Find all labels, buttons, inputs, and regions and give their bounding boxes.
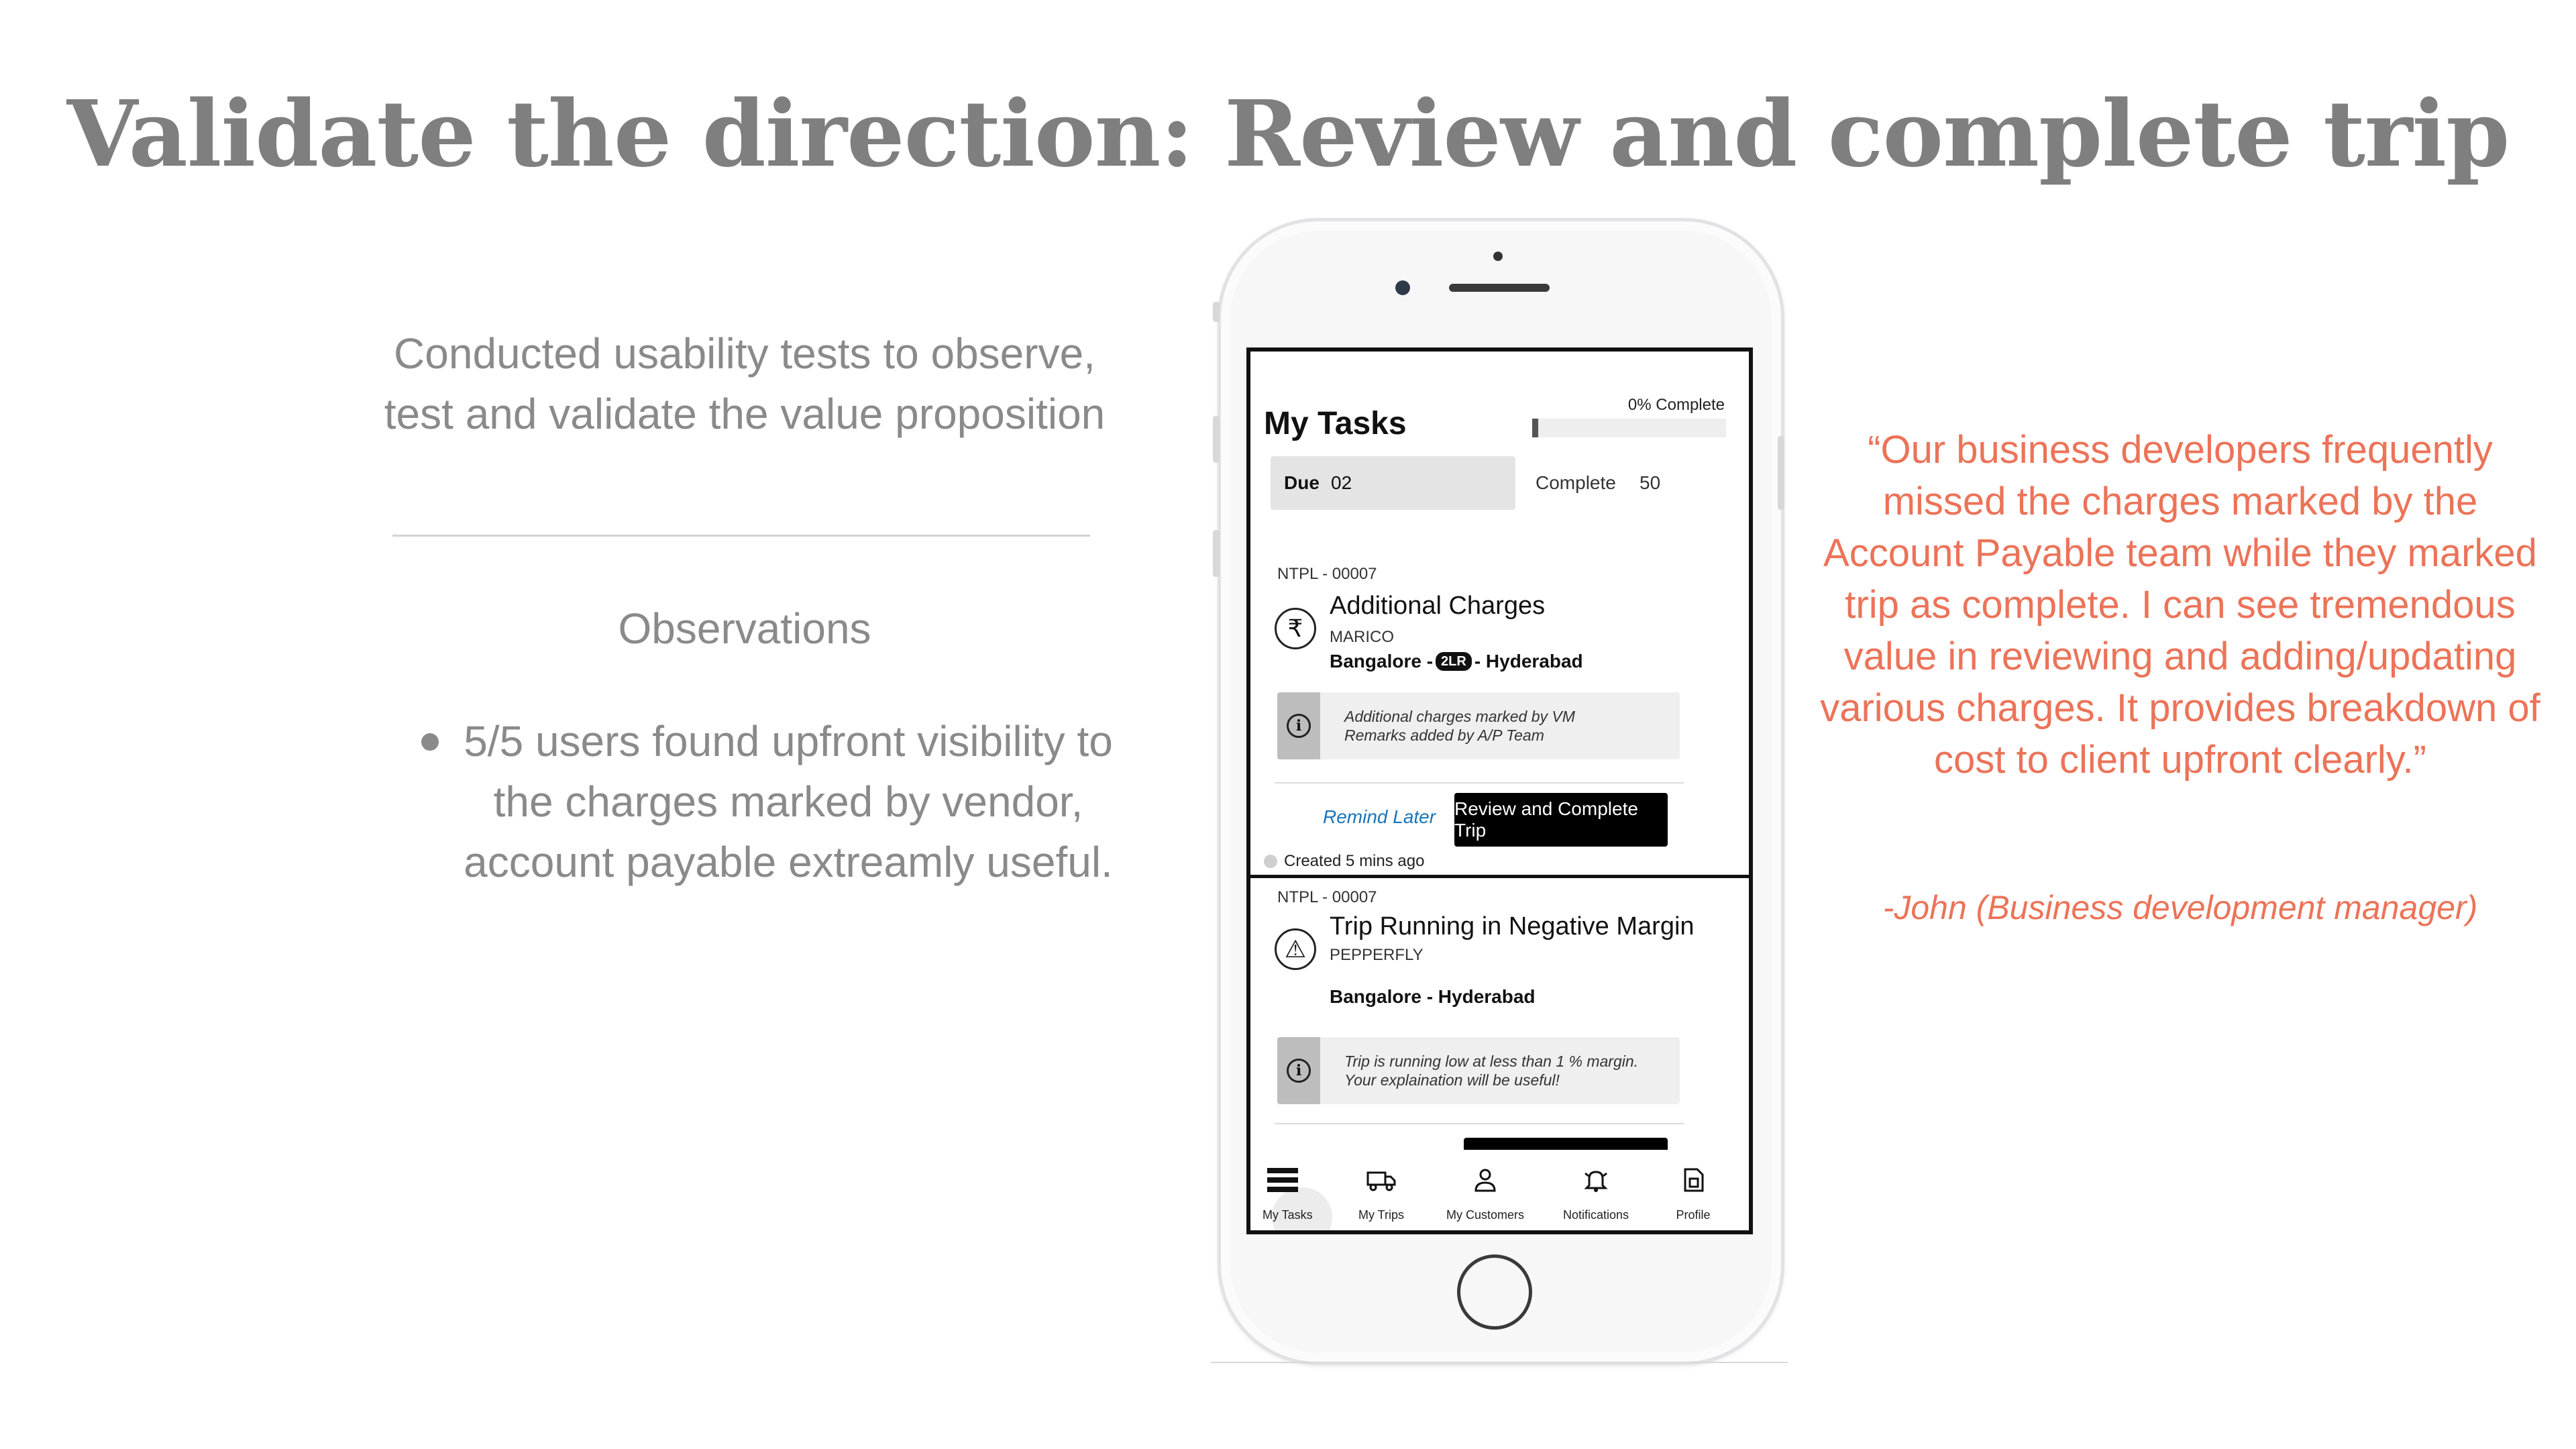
observation-bullet: 5/5 users found upfront visibility to the charges marked by vendor, account payable extreamly useful. [464, 717, 1113, 886]
nav-label: My Tasks [1263, 1208, 1313, 1222]
task-card-negative-margin[interactable] [1250, 879, 1749, 1161]
tasks-icon [1263, 1165, 1303, 1195]
info-note [1277, 1037, 1680, 1104]
tab-due-label: Due [1284, 472, 1320, 493]
card-route: Bangalore - Hyderabad [1330, 986, 1536, 1007]
phone-base-line [1211, 1362, 1788, 1363]
lr-badge: 2LR [1436, 652, 1472, 671]
observations-heading: Observations [618, 604, 871, 653]
card-id: NTPL - 00007 [1277, 565, 1377, 583]
card-divider [1250, 875, 1749, 878]
phone-speaker [1449, 284, 1550, 292]
bullet-dot [421, 733, 439, 751]
rupee-icon: ₹ [1275, 608, 1316, 649]
divider [392, 535, 1090, 537]
phone-volume-down [1213, 530, 1220, 577]
info-note-text: Trip is running low at less than 1 % margin. Your explaination will be useful! [1344, 1053, 1639, 1089]
route-to: - Hyderabad [1474, 651, 1583, 672]
progress-track [1532, 419, 1726, 437]
info-icon: i [1287, 714, 1311, 738]
status-dot [1264, 855, 1277, 868]
warning-icon: ⚠ [1275, 928, 1316, 970]
nav-notifications[interactable] [1559, 1165, 1633, 1222]
card-client: MARICO [1330, 628, 1394, 646]
tab-due-count: 02 [1331, 472, 1352, 493]
phone-volume-up [1213, 416, 1220, 463]
nav-my-tasks[interactable] [1263, 1165, 1313, 1222]
bottom-nav [1250, 1150, 1749, 1230]
phone-sensor [1493, 252, 1503, 261]
card-route [1330, 651, 1583, 672]
app-screen [1246, 347, 1753, 1234]
phone-power-button [1778, 436, 1784, 510]
task-card-additional-charges[interactable] [1250, 553, 1749, 875]
route-from: Bangalore - [1330, 651, 1434, 672]
home-button[interactable] [1457, 1254, 1532, 1330]
document-icon [1666, 1165, 1720, 1195]
slide-title: Validate the direction: Review and complete trip [66, 80, 2510, 188]
truck-icon [1351, 1165, 1411, 1195]
card-title: Additional Charges [1330, 592, 1546, 620]
card-id: NTPL - 00007 [1277, 888, 1377, 906]
camera-icon [1395, 280, 1410, 295]
review-complete-trip-button[interactable]: Review and Complete Trip [1454, 793, 1668, 847]
nav-profile[interactable] [1666, 1165, 1720, 1222]
testimonial-author: -John (Business development manager) [1882, 889, 2478, 926]
tab-complete[interactable]: Complete [1536, 472, 1616, 493]
nav-my-trips[interactable] [1351, 1165, 1411, 1222]
info-note-text: Additional charges marked by VM Remarks added by A/P Team [1344, 708, 1575, 744]
page-title: My Tasks [1264, 406, 1407, 441]
nav-label: Profile [1676, 1208, 1711, 1222]
created-time: Created 5 mins ago [1284, 852, 1425, 870]
card-title: Trip Running in Negative Margin [1330, 912, 1695, 941]
progress-label: 0% Complete [1627, 396, 1725, 414]
person-icon [1445, 1165, 1525, 1195]
nav-label: My Customers [1446, 1208, 1524, 1222]
card-client: PEPPERFLY [1330, 946, 1424, 964]
info-note [1277, 692, 1680, 759]
remind-later-link[interactable]: Remind Later [1323, 806, 1436, 827]
bell-icon [1559, 1165, 1633, 1195]
phone-silent-switch [1213, 302, 1220, 322]
progress-fill [1532, 419, 1538, 437]
nav-label: My Trips [1358, 1208, 1404, 1222]
info-icon: i [1287, 1059, 1311, 1083]
nav-label: Notifications [1562, 1208, 1629, 1222]
testimonial-quote: “Our business developers frequently missed the charges marked by the Account Payable team while they marked trip as complete. I can see tremendous value in reviewing and adding/updating various charges. It provides breakdown of cost to client upfront clearly.” [1820, 428, 2540, 782]
intro-text: Conducted usability tests to observe, test and validate the value proposition [384, 329, 1106, 438]
tab-complete-count: 50 [1640, 472, 1661, 493]
nav-my-customers[interactable] [1445, 1165, 1525, 1222]
